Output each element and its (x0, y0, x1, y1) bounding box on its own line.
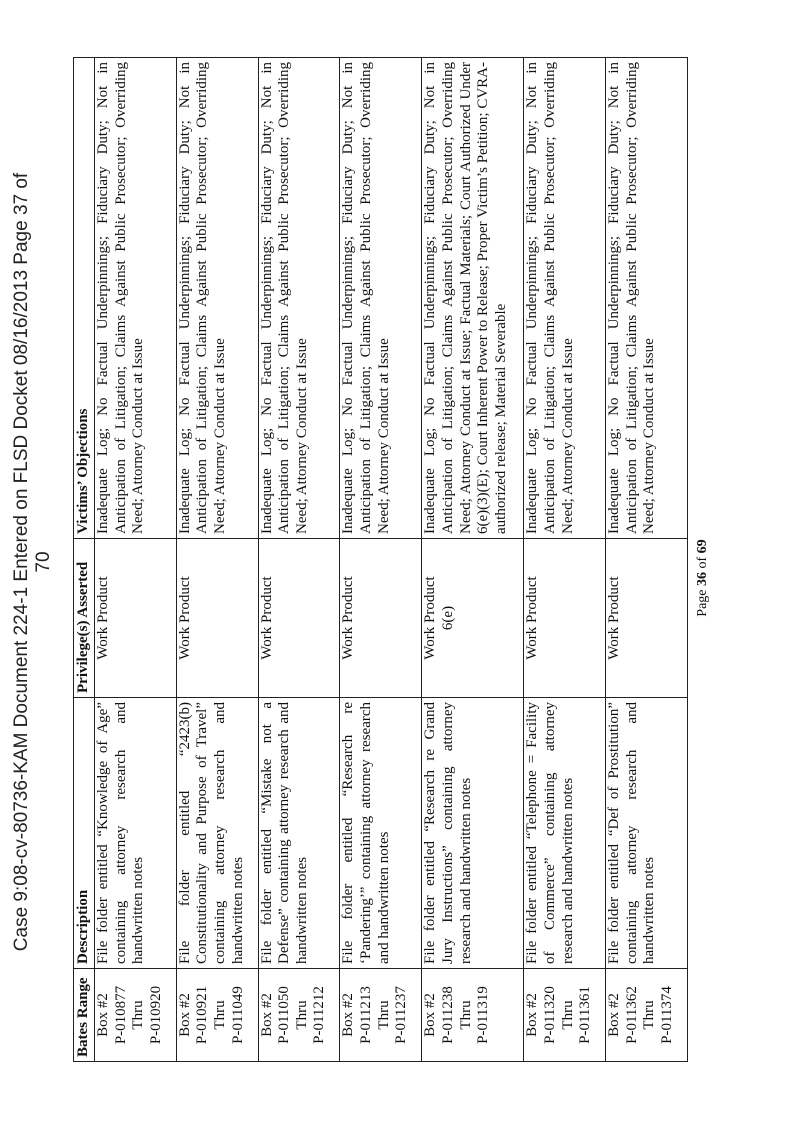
privilege-log-table (73, 57, 688, 1062)
privilege-cell: Work Product (176, 539, 258, 698)
description-cell: File folder entitled “Mistake not a Defense” containing attorney research and handwritten notes (258, 698, 340, 969)
description-cell: File folder entitled “Knowledge of Age” containing attorney research and handwritten notes (95, 698, 177, 969)
privilege-cell: Work Product (340, 539, 422, 698)
bates-range-cell: Box #2 P-010877 Thru P-010920 (95, 969, 177, 1062)
objections-cell: Inadequate Log; No Factual Underpinnings; Fiduciary Duty; Not in Anticipation of Litigation; Claims Against Public Prosecutor; Overriding Need; Attorney Conduct at Issue (176, 58, 258, 539)
bates-range-cell: Box #2 P-011213 Thru P-011237 (340, 969, 422, 1062)
privilege-cell: Work Product 6(e) (422, 539, 524, 698)
objections-cell: Inadequate Log; No Factual Underpinnings; Fiduciary Duty; Not in Anticipation of Litigation; Claims Against Public Prosecutor; Overriding Need; Attorney Conduct at Issue (606, 58, 688, 539)
bates-range-cell: Box #2 P-011238 Thru P-011319 (422, 969, 524, 1062)
privilege-cell: Work Product (95, 539, 177, 698)
description-cell: File folder entitled “Def of Prostitution” containing attorney research and handwritten notes (606, 698, 688, 969)
description-cell: File folder entitled “Telephone = Facility of Commerce” containing attorney research and handwritten notes (524, 698, 606, 969)
bates-range-cell: Box #2 P-010921 Thru P-011049 (176, 969, 258, 1062)
table-row (176, 58, 258, 1062)
objections-cell: Inadequate Log; No Factual Underpinnings; Fiduciary Duty; Not in Anticipation of Litigation; Claims Against Public Prosecutor; Overriding Need; Attorney Conduct at Issue (95, 58, 177, 539)
table-row (340, 58, 422, 1062)
bates-range-cell: Box #2 P-011050 Thru P-011212 (258, 969, 340, 1062)
page-current: 36 (695, 571, 710, 586)
page-number: Page 36 of 69 (695, 539, 710, 617)
description-cell: File folder entitled “Research re ‘Pandering’” containing attorney research and handwritten notes (340, 698, 422, 969)
privilege-cell: Work Product (258, 539, 340, 698)
column-header-privileges: Privilege(s) Asserted (74, 539, 95, 698)
bates-range-cell: Box #2 P-011362 Thru P-011374 (606, 969, 688, 1062)
header-line-2: 70 (33, 550, 54, 573)
table-row (258, 58, 340, 1062)
court-filing-header-text (11, 62, 55, 1062)
table-row (606, 58, 688, 1062)
privilege-cell: Work Product (606, 539, 688, 698)
table-row (95, 58, 177, 1062)
description-cell: File folder entitled “2423(b) Constitutionality and Purpose of Travel” containing attorney research and handwritten notes (176, 698, 258, 969)
table-header-row (74, 58, 95, 1062)
header-line-1: Case 9:08-cv-80736-KAM Document 224-1 Entered on FLSD Docket 08/16/2013 Page 37 of (11, 172, 32, 951)
rotated-page-content (73, 62, 713, 1062)
page-total: 69 (695, 539, 710, 554)
column-header-description: Description (74, 698, 95, 969)
table-row (524, 58, 606, 1062)
objections-cell: Inadequate Log; No Factual Underpinnings; Fiduciary Duty; Not in Anticipation of Litigation; Claims Against Public Prosecutor; Overriding Need; Attorney Conduct at Issue (258, 58, 340, 539)
description-cell: File folder entitled “Research re Grand Jury Instructions” containing attorney research and handwritten notes (422, 698, 524, 969)
privilege-cell: Work Product (524, 539, 606, 698)
column-header-victims-objections: Victims’ Objections (74, 58, 95, 539)
objections-cell: Inadequate Log; No Factual Underpinnings; Fiduciary Duty; Not in Anticipation of Litigation; Claims Against Public Prosecutor; Overriding Need; Attorney Conduct at Issue (340, 58, 422, 539)
objections-cell: Inadequate Log; No Factual Underpinnings; Fiduciary Duty; Not in Anticipation of Litigation; Claims Against Public Prosecutor; Overriding Need; Attorney Conduct at Issue; Factual Materials; Court Authorized Under 6(e)(3)(E); Court Inherent Power to Release; Proper Victim’s Petition; CVRA-authorized release; Material Severable (422, 58, 524, 539)
table-row (422, 58, 524, 1062)
objections-cell: Inadequate Log; No Factual Underpinnings; Fiduciary Duty; Not in Anticipation of Litigation; Claims Against Public Prosecutor; Overriding Need; Attorney Conduct at Issue (524, 58, 606, 539)
court-filing-header (4, 0, 62, 1123)
column-header-bates-range: Bates Range (74, 969, 95, 1062)
bates-range-cell: Box #2 P-011320 Thru P-011361 (524, 969, 606, 1062)
